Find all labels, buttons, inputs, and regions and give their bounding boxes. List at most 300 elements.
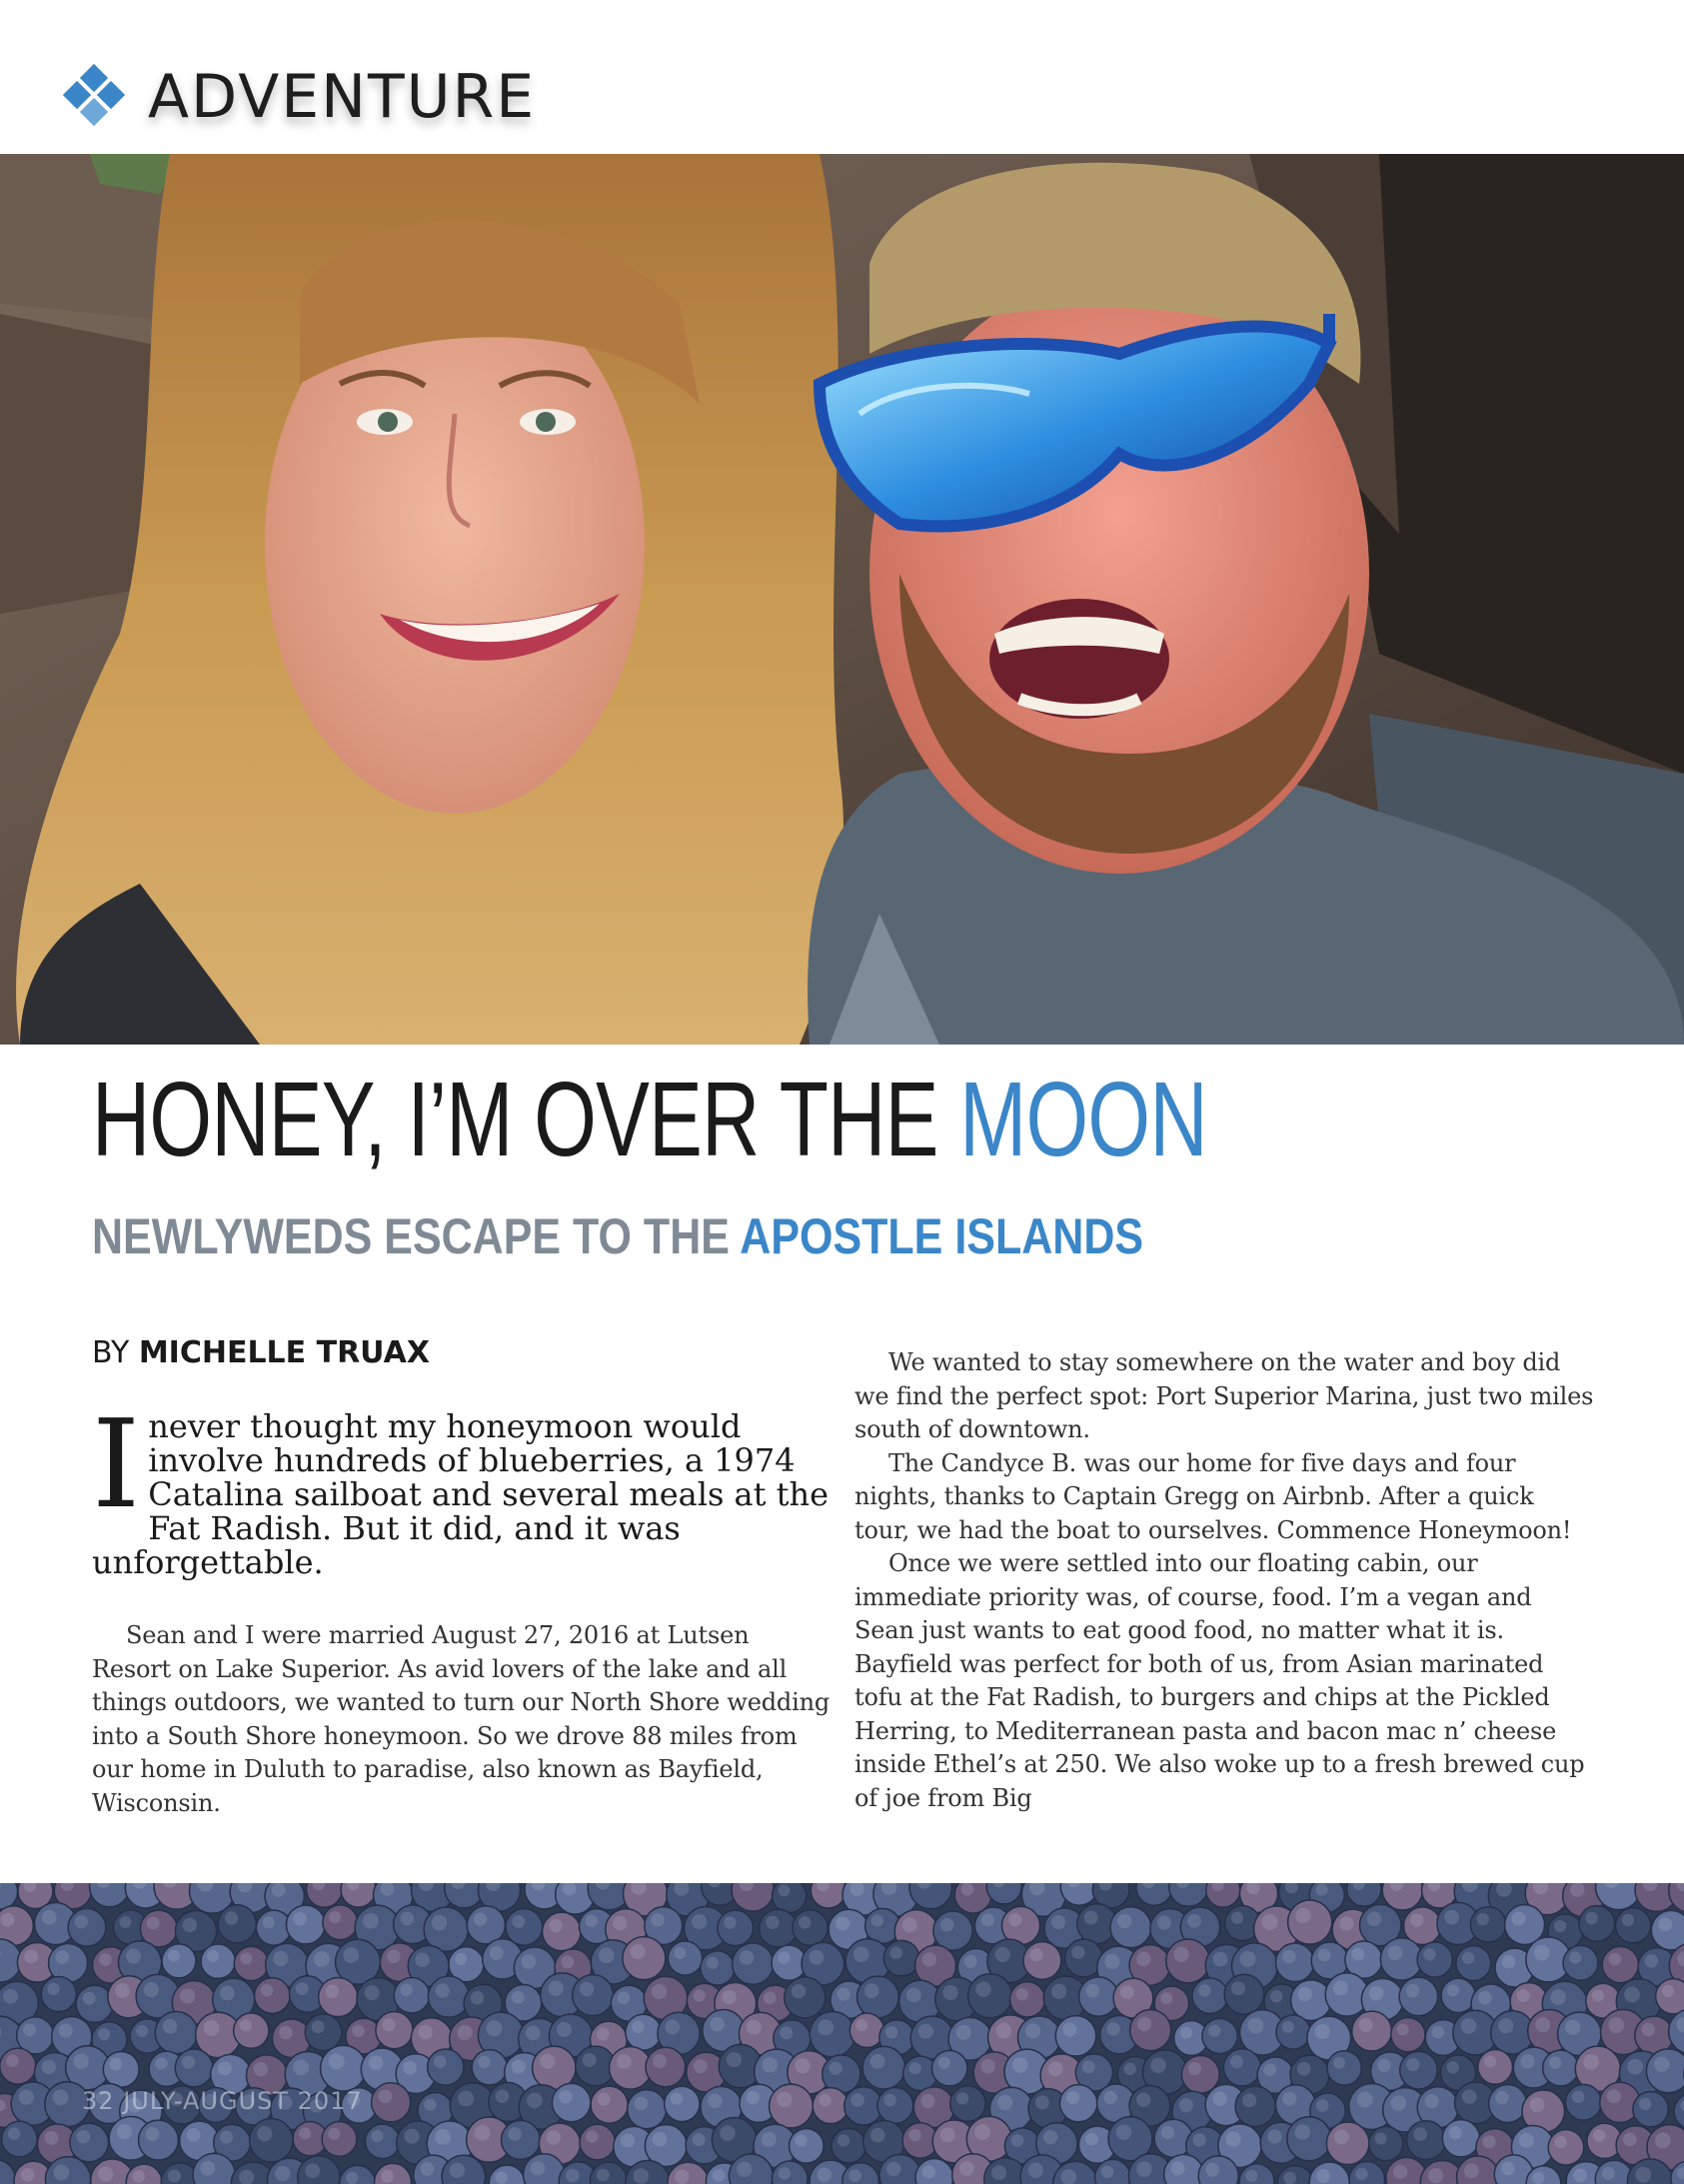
blueberry-highlight (403, 2061, 417, 2075)
blueberry-highlight (886, 2162, 900, 2176)
blueberry-highlight (652, 1984, 667, 1999)
blueberry-highlight (1247, 2018, 1263, 2034)
blueberry-highlight (1519, 2133, 1534, 2148)
blueberry (428, 2049, 464, 2085)
blueberry-highlight (559, 2090, 572, 2103)
blueberry (372, 2083, 411, 2122)
lead-paragraph (92, 1393, 832, 1581)
blueberry (501, 2120, 540, 2159)
blueberry (103, 2052, 139, 2088)
blueberry-highlight (920, 2094, 934, 2108)
blueberry-highlight (889, 1947, 901, 1959)
blueberry-highlight (838, 2135, 849, 2147)
blueberry-highlight (586, 1915, 598, 1927)
blueberry-highlight (720, 2125, 736, 2141)
blueberry (68, 1908, 106, 1946)
blueberry (506, 1909, 543, 1946)
blueberry-highlight (1585, 1912, 1598, 1925)
blueberry-highlight (225, 1911, 238, 1924)
blueberry-highlight (1316, 2169, 1330, 2183)
blueberry (139, 2120, 179, 2160)
blueberry-highlight (956, 2025, 971, 2040)
blueberry-highlight (1295, 2124, 1310, 2139)
blueberry-highlight (710, 2017, 725, 2032)
article-column-right (854, 1346, 1594, 1815)
blueberry (319, 1978, 358, 2017)
blueberry-highlight (961, 1883, 974, 1896)
blueberry-highlight (53, 2165, 69, 2181)
blueberry-highlight (1316, 2099, 1328, 2111)
blueberry (701, 1951, 735, 1985)
blueberry-highlight (1298, 1987, 1312, 2001)
blueberry-highlight (653, 2132, 668, 2147)
blueberry-highlight (1367, 1912, 1381, 1926)
blueberry (552, 2083, 590, 2121)
blueberry-highlight (1410, 1913, 1423, 1926)
blueberry (628, 2090, 667, 2129)
blueberry-highlight (531, 2161, 546, 2176)
blueberry-highlight (1282, 2021, 1294, 2033)
blueberry-highlight (713, 2169, 726, 2182)
blueberry-highlight (1662, 1985, 1674, 1997)
blueberry-highlight (980, 2059, 994, 2073)
blueberry-highlight (400, 1984, 412, 1996)
blueberry-highlight (183, 1918, 197, 1932)
blueberry (428, 1976, 469, 2017)
blueberry-highlight (1495, 2091, 1508, 2104)
blueberry-highlight (275, 2166, 290, 2181)
blueberry-highlight (1136, 2161, 1151, 2176)
blueberry (424, 1907, 468, 1951)
blueberry-highlight (180, 1988, 195, 2003)
blueberry-highlight (597, 2169, 610, 2182)
blueberry-highlight (1085, 2133, 1098, 2146)
blueberry (646, 2047, 686, 2087)
blueberry-highlight (432, 1915, 447, 1930)
blueberry-highlight (1123, 2063, 1135, 2075)
blueberry-highlight (583, 2053, 597, 2067)
blueberry (1478, 2049, 1513, 2084)
blueberry-highlight (1120, 1985, 1134, 1999)
blueberry-highlight (1529, 2097, 1544, 2112)
blueberry-highlight (24, 1949, 38, 1963)
blueberry-highlight (836, 1916, 849, 1930)
blueberry-highlight (940, 2128, 955, 2143)
blueberry-highlight (1424, 2094, 1438, 2108)
blueberry (626, 2014, 662, 2050)
blueberry-highlight (119, 1916, 131, 1928)
blueberry-highlight (378, 2090, 392, 2104)
blueberry-highlight (305, 2163, 320, 2178)
blueberry-highlight (1334, 2129, 1349, 2144)
blueberry-highlight (1359, 2018, 1373, 2032)
blueberry-highlight (1315, 2024, 1330, 2039)
blueberry-highlight (799, 1916, 811, 1928)
blueberry-highlight (474, 1912, 487, 1925)
issue-date: JULY-AUGUST 2017 (123, 2087, 363, 2115)
blueberry-highlight (1062, 2023, 1076, 2037)
blueberry-highlight (621, 2134, 635, 2148)
blueberry-highlight (634, 2168, 649, 2183)
drop-cap: I (92, 1393, 141, 1535)
blueberry-highlight (1117, 1914, 1131, 1928)
blueberry (201, 1944, 235, 1978)
blueberry (733, 1943, 774, 1984)
blueberry-highlight (207, 1950, 219, 1962)
blueberry (376, 2012, 413, 2049)
blueberry-highlight (1655, 2133, 1671, 2149)
subheadline-accent: APOSTLE ISLANDS (740, 1208, 1144, 1264)
blueberry-highlight (1477, 1913, 1489, 1925)
lead-text: never thought my honeymoon would involve hundreds of blueberries, a 1974 Catalina sailboat and several meals at the Fat Radish. But it did, and it was unforgettable. (92, 1407, 830, 1581)
blueberry-highlight (1645, 1954, 1658, 1967)
blueberry-highlight (870, 2128, 885, 2143)
blueberry (1202, 2018, 1237, 2053)
blueberries-photo (0, 1883, 1684, 2184)
subheadline-main: NEWLYWEDS ESCAPE TO THE (92, 1208, 730, 1264)
blueberry-highlight (1180, 2027, 1192, 2039)
blueberry (323, 1905, 358, 1940)
blueberry-highlight (293, 2059, 309, 2075)
blueberry-highlight (1267, 2129, 1281, 2143)
blueberry-highlight (1573, 2169, 1587, 2183)
blueberry-highlight (1030, 1948, 1043, 1961)
blueberry-highlight (314, 1951, 330, 1967)
blueberry-highlight (848, 2169, 861, 2182)
blueberry (933, 1911, 972, 1950)
blueberry-highlight (1572, 2091, 1585, 2104)
byline-author: MICHELLE TRUAX (138, 1335, 430, 1370)
blueberry-highlight (870, 2054, 885, 2069)
blueberry-highlight (98, 2028, 110, 2040)
blueberry-highlight (1413, 2128, 1427, 2142)
blueberry-highlight (1028, 2163, 1043, 2178)
blueberry (1060, 2085, 1097, 2122)
blueberry-highlight (182, 2056, 195, 2069)
blueberry-highlight (1, 1913, 15, 1927)
blueberry-highlight (938, 2057, 950, 2069)
blueberry-highlight (1106, 2022, 1119, 2035)
blueberry-highlight (707, 1957, 719, 1969)
blueberry-highlight (540, 2054, 555, 2069)
blueberry-highlight (404, 2129, 419, 2144)
blueberry-highlight (1406, 1984, 1419, 1997)
blueberry-highlight (883, 2094, 896, 2107)
blueberry-highlight (764, 1992, 777, 2005)
blueberry-highlight (1230, 2055, 1243, 2068)
blueberry-highlight (1333, 2057, 1345, 2069)
blueberry (1181, 2055, 1219, 2093)
blueberry-highlight (1608, 2017, 1624, 2033)
blueberry-highlight (115, 1983, 130, 1998)
blueberry-highlight (1357, 2092, 1373, 2108)
blueberry (1563, 1945, 1598, 1980)
blueberry-highlight (632, 2021, 645, 2034)
blueberry-highlight (665, 2020, 680, 2035)
blueberry-highlight (1423, 1948, 1435, 1960)
blueberry-highlight (53, 2090, 69, 2106)
blueberry-highlight (959, 2161, 974, 2176)
blueberry (1602, 1946, 1638, 1982)
blueberry (234, 2013, 269, 2048)
body-paragraph: The Candyce B. was our home for five days and four nights, thanks to Captain Gregg on Airbnb. After a quick tour, we had the boat to ourselves. Commence Honeymoon! (854, 1448, 1572, 1544)
blueberry-highlight (1462, 2089, 1477, 2104)
blueberry-highlight (909, 2062, 921, 2074)
blueberry-highlight (1642, 2023, 1655, 2036)
blueberry-highlight (1137, 2017, 1151, 2031)
blueberry-highlight (1602, 2167, 1615, 2180)
blueberry-highlight (261, 1984, 273, 1996)
blueberry-highlight (312, 2020, 325, 2033)
blueberry-highlight (1295, 1908, 1310, 1923)
blueberry-highlight (1393, 2165, 1407, 2179)
blueberry-highlight (991, 2165, 1006, 2180)
blueberry-highlight (1104, 1954, 1119, 1969)
blueberry (162, 1944, 196, 1978)
blueberry-highlight (850, 2093, 863, 2106)
blueberry (668, 1941, 702, 1975)
blueberry-highlight (727, 2052, 742, 2067)
blueberry-highlight (779, 2167, 791, 2179)
blueberry-highlight (1101, 2166, 1113, 2178)
blueberry-highlight (1188, 2062, 1201, 2075)
blueberry-highlight (44, 2131, 58, 2145)
blueberry-highlight (522, 1954, 537, 1969)
blueberry-highlight (526, 2026, 541, 2041)
blueberry-highlight (885, 2026, 897, 2038)
blueberry-highlight (1462, 1952, 1474, 1964)
blueberry-highlight (400, 1912, 414, 1926)
blueberry (155, 2011, 197, 2053)
blueberry (543, 1912, 582, 1951)
blueberry-highlight (1339, 1916, 1353, 1930)
blueberry-highlight (1512, 1912, 1526, 1926)
blueberry (1223, 2049, 1260, 2086)
blueberry-highlight (675, 2170, 689, 2184)
blueberry-highlight (1483, 2135, 1496, 2148)
blueberry-highlight (328, 2128, 340, 2140)
blueberry-highlight (293, 1912, 307, 1926)
blueberry-highlight (617, 2054, 632, 2069)
blueberry-highlight (218, 2061, 232, 2075)
blueberry-highlight (220, 2131, 233, 2144)
blueberry (1543, 2050, 1579, 2086)
article-column-left (92, 1393, 832, 1820)
blueberry-highlight (450, 2163, 465, 2178)
blueberry (883, 1940, 919, 1976)
blueberry-highlight (722, 1990, 737, 2005)
blueberry (1399, 1977, 1437, 2015)
blueberry-highlight (549, 1919, 563, 1933)
blueberry (580, 2124, 615, 2159)
blueberry-highlight (200, 2161, 215, 2176)
blueberry-highlight (818, 2020, 834, 2036)
blueberry-highlight (1150, 2058, 1166, 2074)
blueberry (718, 1910, 754, 1946)
blueberry (1407, 2121, 1446, 2160)
blueberry-highlight (1449, 2126, 1462, 2139)
blueberry-highlight (455, 1953, 467, 1965)
blueberry (877, 2088, 913, 2124)
blueberry (467, 1906, 505, 1944)
blueberry-highlight (133, 2170, 145, 2182)
blueberry-highlight (995, 1947, 1010, 1962)
blueberry-highlight (117, 2124, 132, 2139)
blueberry-highlight (1570, 1883, 1585, 1897)
blueberry-highlight (147, 1917, 160, 1930)
blueberry-highlight (220, 1986, 235, 2001)
blueberry (1442, 2120, 1479, 2157)
blueberry-highlight (371, 2130, 383, 2142)
blueberry-highlight (1283, 2172, 1296, 2184)
blueberry-highlight (1231, 1912, 1243, 1924)
blueberry (1130, 2010, 1171, 2051)
blueberry (1276, 2015, 1310, 2049)
blueberry-highlight (796, 2135, 808, 2147)
blueberry-highlight (145, 2127, 159, 2141)
blueberry-highlight (1282, 1950, 1295, 1963)
blueberry-highlight (724, 1916, 736, 1928)
subheadline (92, 1207, 1143, 1265)
blueberry-highlight (99, 1953, 112, 1966)
blueberry-highlight (1240, 1951, 1256, 1967)
blueberry-highlight (1624, 1987, 1640, 2003)
blueberry (1579, 1906, 1615, 1942)
blueberry (785, 1977, 826, 2018)
blueberry-highlight (382, 2018, 395, 2031)
blueberry-highlight (475, 2125, 491, 2141)
blueberry-highlight (508, 2127, 522, 2141)
blueberry-highlight (598, 2093, 611, 2106)
blueberry-highlight (1351, 1948, 1364, 1961)
blueberry-highlight (75, 1915, 88, 1928)
blueberry-highlight (23, 2023, 36, 2036)
blueberry-highlight (1627, 2059, 1643, 2075)
blueberry-highlight (1478, 1991, 1492, 2005)
blueberry (255, 1978, 291, 2014)
blueberry-highlight (747, 2020, 762, 2035)
blueberry-highlight (329, 1911, 341, 1923)
blueberry-highlight (974, 2124, 990, 2140)
blueberry-highlight (740, 1950, 754, 1964)
blueberry (286, 1905, 325, 1944)
blueberry-highlight (940, 1918, 954, 1932)
blueberry (1055, 2016, 1095, 2056)
blueberry (1224, 1974, 1264, 2014)
diamond-cluster-icon (60, 62, 130, 132)
blueberry-highlight (421, 2162, 435, 2176)
blueberry-highlight (457, 2025, 472, 2040)
blueberry-highlight (126, 1949, 141, 1964)
blueberry-highlight (975, 1982, 990, 1997)
blueberry-highlight (1066, 2091, 1079, 2104)
blueberry-highlight (1583, 2054, 1599, 2070)
blueberry (305, 2014, 342, 2051)
blueberry (365, 2124, 400, 2159)
blueberry-highlight (1318, 1949, 1331, 1962)
blueberry-highlight (1535, 2017, 1550, 2032)
blueberry-highlight (1242, 2093, 1256, 2107)
blueberry-highlight (557, 2022, 572, 2037)
blueberry-highlight (855, 2019, 867, 2031)
blueberry-highlight (1609, 1953, 1622, 1966)
blueberry-highlight (837, 1988, 849, 2001)
blueberry-highlight (997, 2095, 1012, 2110)
blueberry-highlight (597, 2028, 610, 2041)
blueberry-highlight (352, 2024, 364, 2036)
blueberry-highlight (83, 1992, 96, 2005)
byline-prefix: BY (92, 1335, 130, 1370)
blueberry-highlight (1116, 2124, 1131, 2139)
blueberry-highlight (1623, 2133, 1637, 2147)
blueberry-highlight (747, 2091, 760, 2104)
blueberry-highlight (1428, 2168, 1443, 2183)
blueberry-highlight (1388, 1945, 1403, 1960)
blueberry-highlight (1431, 2026, 1444, 2039)
blueberry (862, 2046, 905, 2089)
blueberry-highlight (263, 1916, 275, 1928)
blueberry-highlight (630, 1944, 645, 1959)
blueberry-highlight (434, 2055, 447, 2068)
blueberry-highlight (829, 2062, 842, 2075)
blueberry-highlight (1593, 2129, 1605, 2141)
blueberry-highlight (1173, 1947, 1188, 1962)
blueberry (793, 1910, 828, 1945)
blueberry-highlight (1554, 2136, 1566, 2148)
blueberry-highlight (819, 2094, 832, 2107)
blueberry-highlight (864, 1983, 879, 1998)
blueberry-highlight (561, 1956, 574, 1969)
blueberry-highlight (1231, 1981, 1245, 1995)
blueberry (968, 1974, 1012, 2018)
body-paragraph: Sean and I were married August 27, 2016 at Lutsen Resort on Lake Superior. As avid lovers of the lake and all things outdoors, we wanted to turn our North Shore wedding into a South Shore honeymoon. So we drove 88 miles from our home in Duluth to paradise, also known as Bayfield, Wisconsin. (92, 1621, 830, 1817)
blueberry-highlight (424, 2099, 436, 2111)
blueberry (813, 2088, 848, 2124)
blueberry-highlight (6, 2054, 19, 2067)
blueberry-highlight (674, 1947, 686, 1959)
blueberry-highlight (692, 1914, 707, 1929)
blueberry-highlight (1534, 1945, 1550, 1961)
blueberry-highlight (1245, 2170, 1257, 2182)
blueberry-highlight (1369, 1986, 1384, 2001)
blueberry-highlight (458, 2091, 474, 2107)
blueberry-highlight (365, 1985, 380, 2000)
headline (92, 1060, 1207, 1179)
blueberry-highlight (110, 2058, 123, 2071)
blueberry-highlight (490, 1946, 504, 1960)
blueberry-highlight (415, 1953, 429, 1967)
blueberry-highlight (586, 2131, 598, 2143)
blueberry-highlight (1484, 2056, 1496, 2068)
blueberry (950, 2086, 985, 2121)
blueberry-highlight (363, 1913, 379, 1929)
blueberry-highlight (512, 2060, 526, 2074)
blueberry-highlight (1447, 2061, 1459, 2073)
blueberry-highlight (1447, 1984, 1459, 1996)
blueberry-highlight (136, 2025, 148, 2037)
blueberry (1369, 2127, 1403, 2161)
hero-photo (0, 154, 1684, 1045)
byline (92, 1335, 430, 1370)
blueberry (810, 2012, 854, 2057)
blueberry-highlight (942, 1985, 957, 2000)
blueberry-highlight (1161, 2126, 1174, 2139)
blueberry-highlight (1520, 2054, 1534, 2068)
blueberry (0, 2048, 36, 2084)
blueberry-highlight (580, 1982, 594, 1996)
blueberry (665, 2086, 700, 2121)
blueberry (1288, 1900, 1332, 1944)
